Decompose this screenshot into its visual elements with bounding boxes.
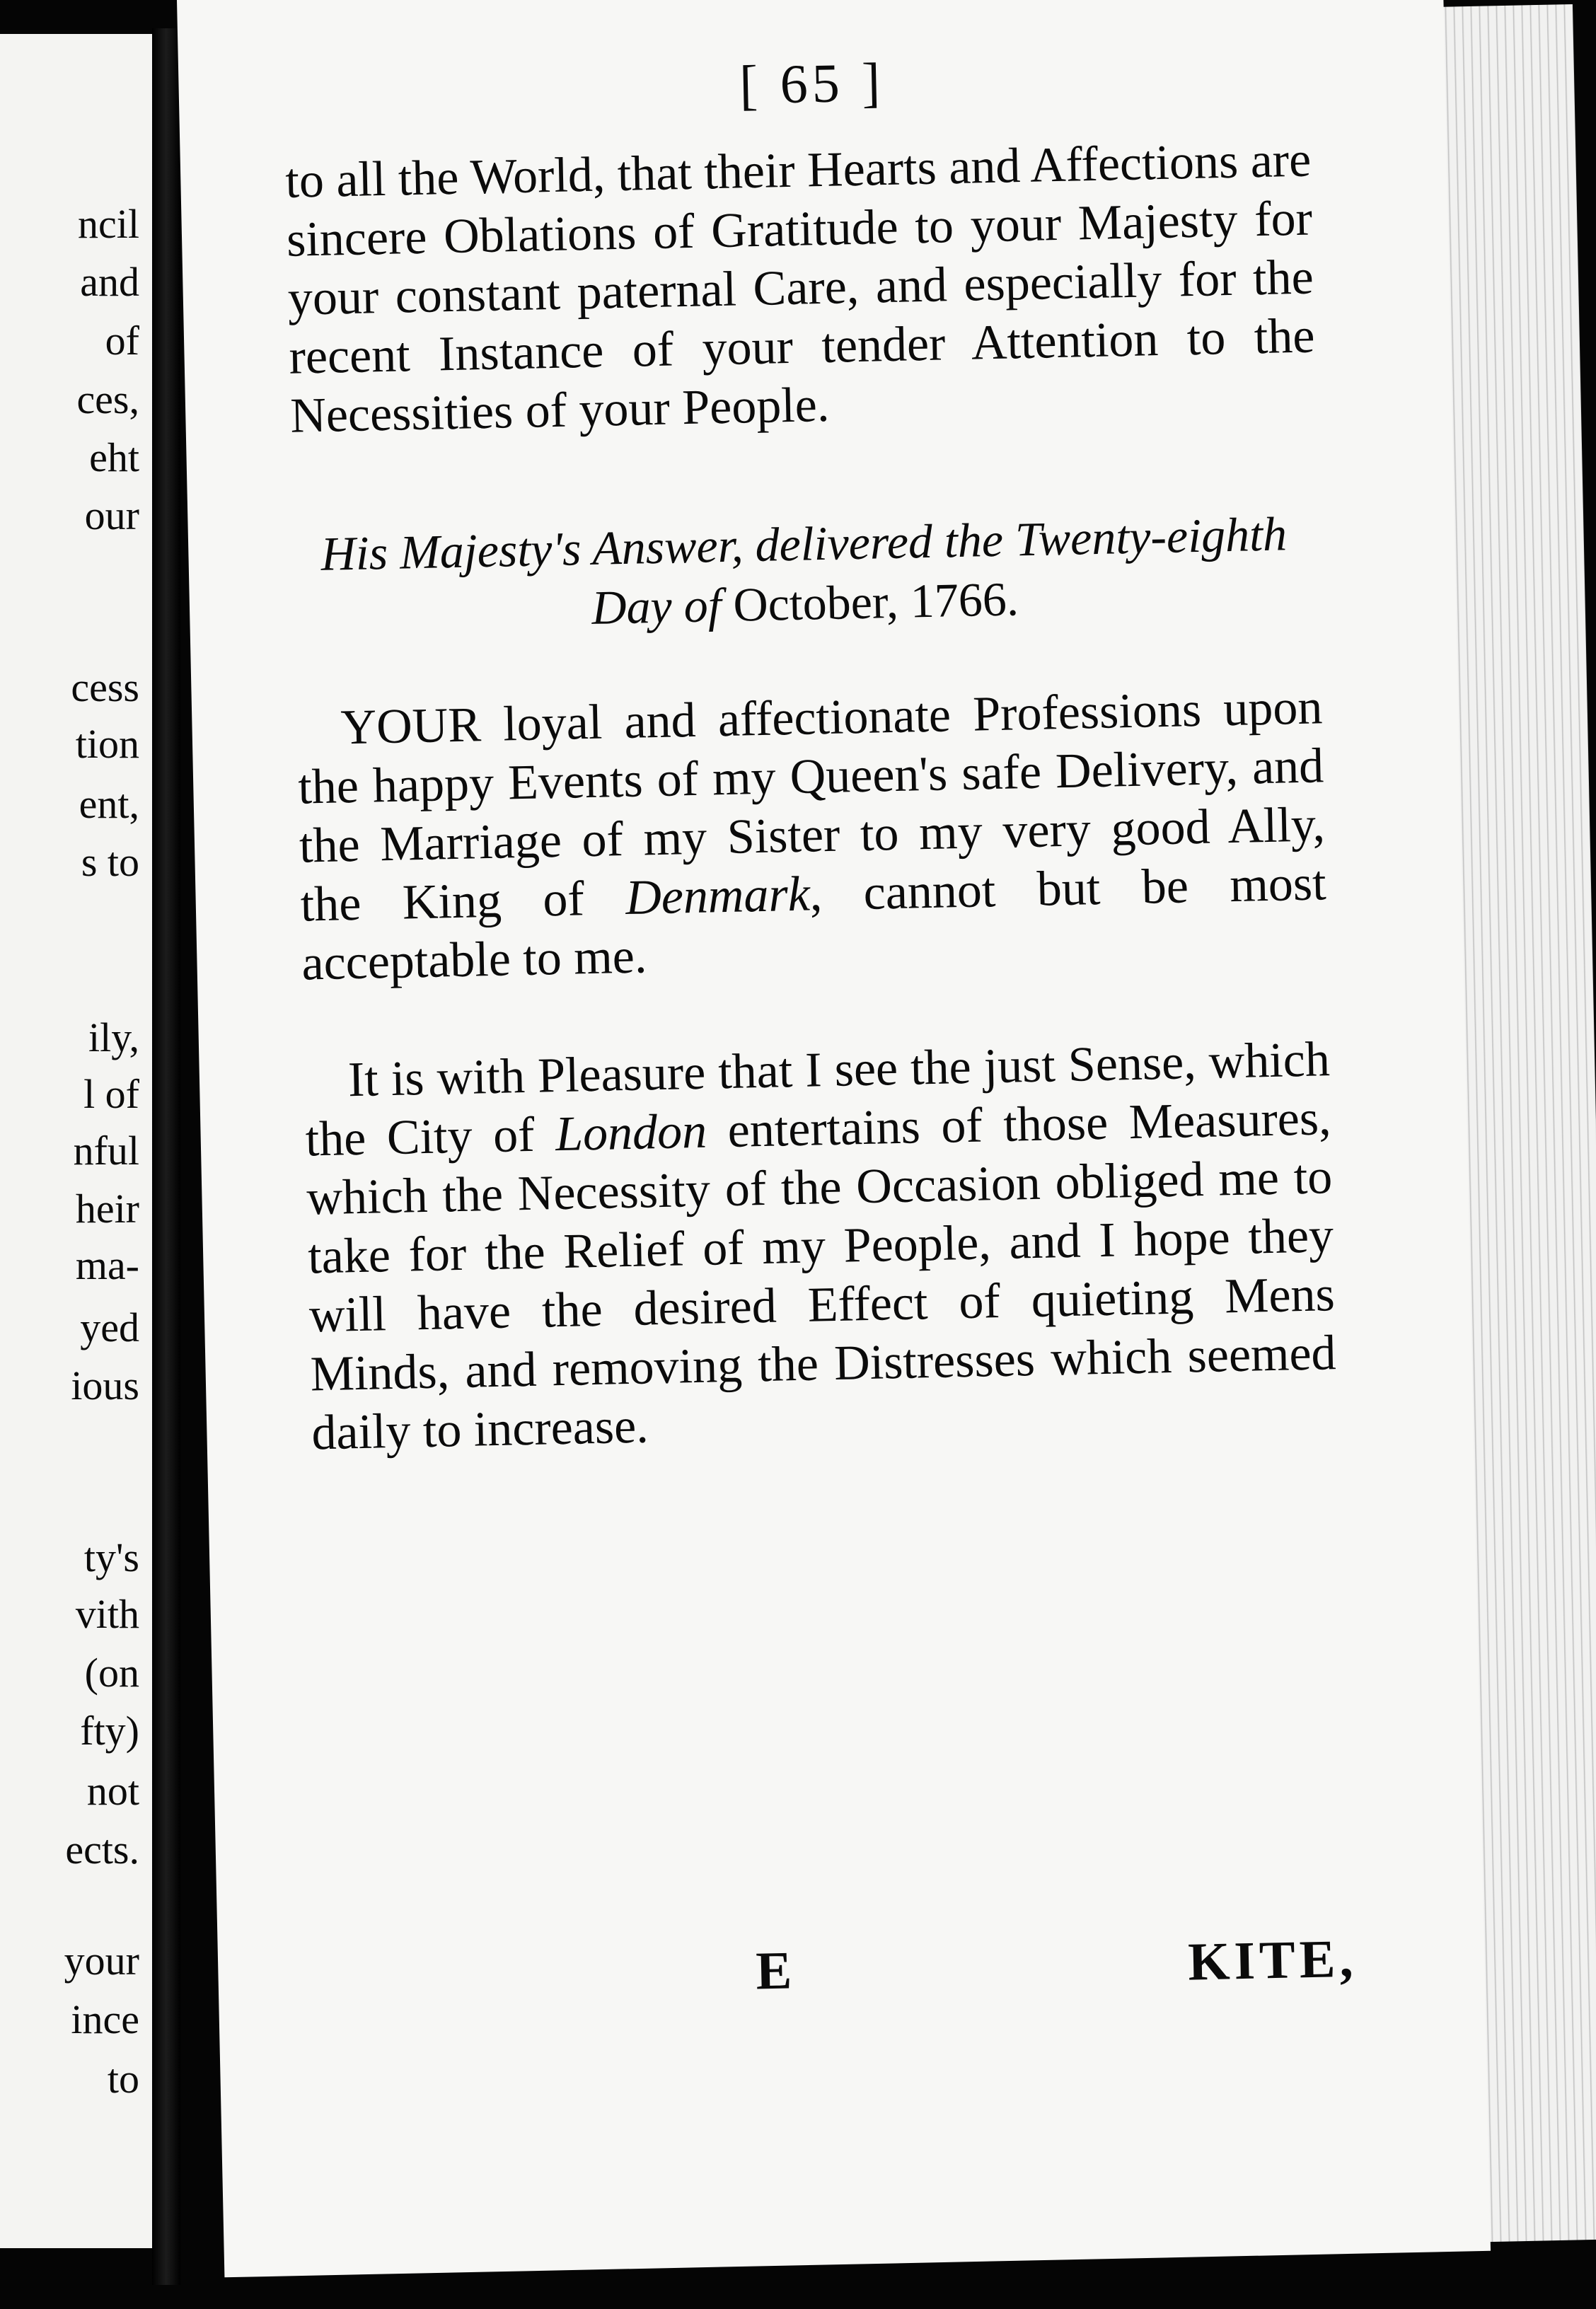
- left-fragment: (on: [84, 1650, 139, 1696]
- left-fragment: and: [80, 259, 139, 305]
- left-fragment: ent,: [79, 781, 139, 827]
- left-fragment: eht: [89, 434, 139, 480]
- left-fragment: yed: [80, 1304, 139, 1350]
- left-fragment: our: [84, 492, 139, 538]
- left-fragment: ily,: [88, 1014, 139, 1060]
- heading-day-of: Day of: [591, 577, 734, 635]
- left-fragment: your: [64, 1938, 139, 1984]
- paragraph-3-part-2: entertains of those Measures, which the Necessity of the Occasion obliged me to take for the Relief of my People, and I hope they will have the desired Effect of quieting Mens Minds, and removing the Distresses which seemed daily to increase.: [306, 1091, 1337, 1461]
- left-fragment: to: [107, 2056, 139, 2102]
- heading-line-1: His Majesty's Answer, delivered the Twenty-eighth: [320, 507, 1288, 581]
- paragraph-2: [296, 678, 1328, 993]
- book-gutter: [152, 28, 180, 2285]
- left-fragment: nful: [73, 1128, 139, 1174]
- left-fragment: s to: [81, 839, 139, 885]
- left-fragment: ma-: [75, 1242, 139, 1288]
- left-fragment: l of: [83, 1071, 139, 1117]
- left-fragment: heir: [75, 1186, 139, 1232]
- catchword: KITE,: [1187, 1928, 1358, 1992]
- left-fragment: of: [105, 318, 139, 364]
- paragraph-1-text: to all the World, that their Hearts and Affections are sincere Oblations of Gratitude to your Majesty for your constant paternal Care, and especially for the recent Instance of your tender Attention to the Necessities of your People.: [284, 132, 1316, 444]
- paragraph-3: [303, 1030, 1338, 1462]
- left-fragment: ince: [71, 1996, 139, 2042]
- london-word: London: [555, 1104, 707, 1162]
- catchline: [218, 1926, 1485, 2015]
- paragraph-3-part-1: It is with Pleasure that I see the just Sense, which the City of: [304, 1032, 1331, 1167]
- left-fragment: not: [86, 1768, 139, 1814]
- page-header: [ 65 ]: [739, 51, 886, 116]
- denmark-word: Denmark: [625, 867, 811, 925]
- right-page: [177, 0, 1491, 2277]
- left-fragment: ious: [71, 1362, 139, 1408]
- heading-date: October, 1766.: [732, 572, 1019, 632]
- left-fragment: ces,: [76, 376, 139, 422]
- left-fragment: tion: [75, 721, 139, 767]
- paragraph-1: [285, 130, 1317, 445]
- left-fragment: fty): [80, 1708, 139, 1754]
- left-page: [0, 34, 156, 2248]
- left-fragment: ects.: [65, 1827, 139, 1873]
- paragraph-2-part-2: , cannot but be most acceptable to me.: [301, 856, 1327, 991]
- paragraph-3-text: [303, 1030, 1338, 1462]
- paragraph-2-text: [296, 678, 1328, 993]
- left-fragment: ncil: [78, 201, 139, 247]
- left-fragment: vith: [75, 1591, 139, 1637]
- left-fragment: cess: [71, 664, 139, 710]
- signature-mark: E: [755, 1940, 793, 2001]
- left-fragment: ty's: [83, 1534, 139, 1580]
- answer-heading: [287, 503, 1322, 644]
- paragraph-2-part-1: YOUR loyal and affectionate Professions upon the happy Events of my Queen's safe Delivery, and the Marriage of my Sister to my very good Ally, the King of: [297, 680, 1326, 932]
